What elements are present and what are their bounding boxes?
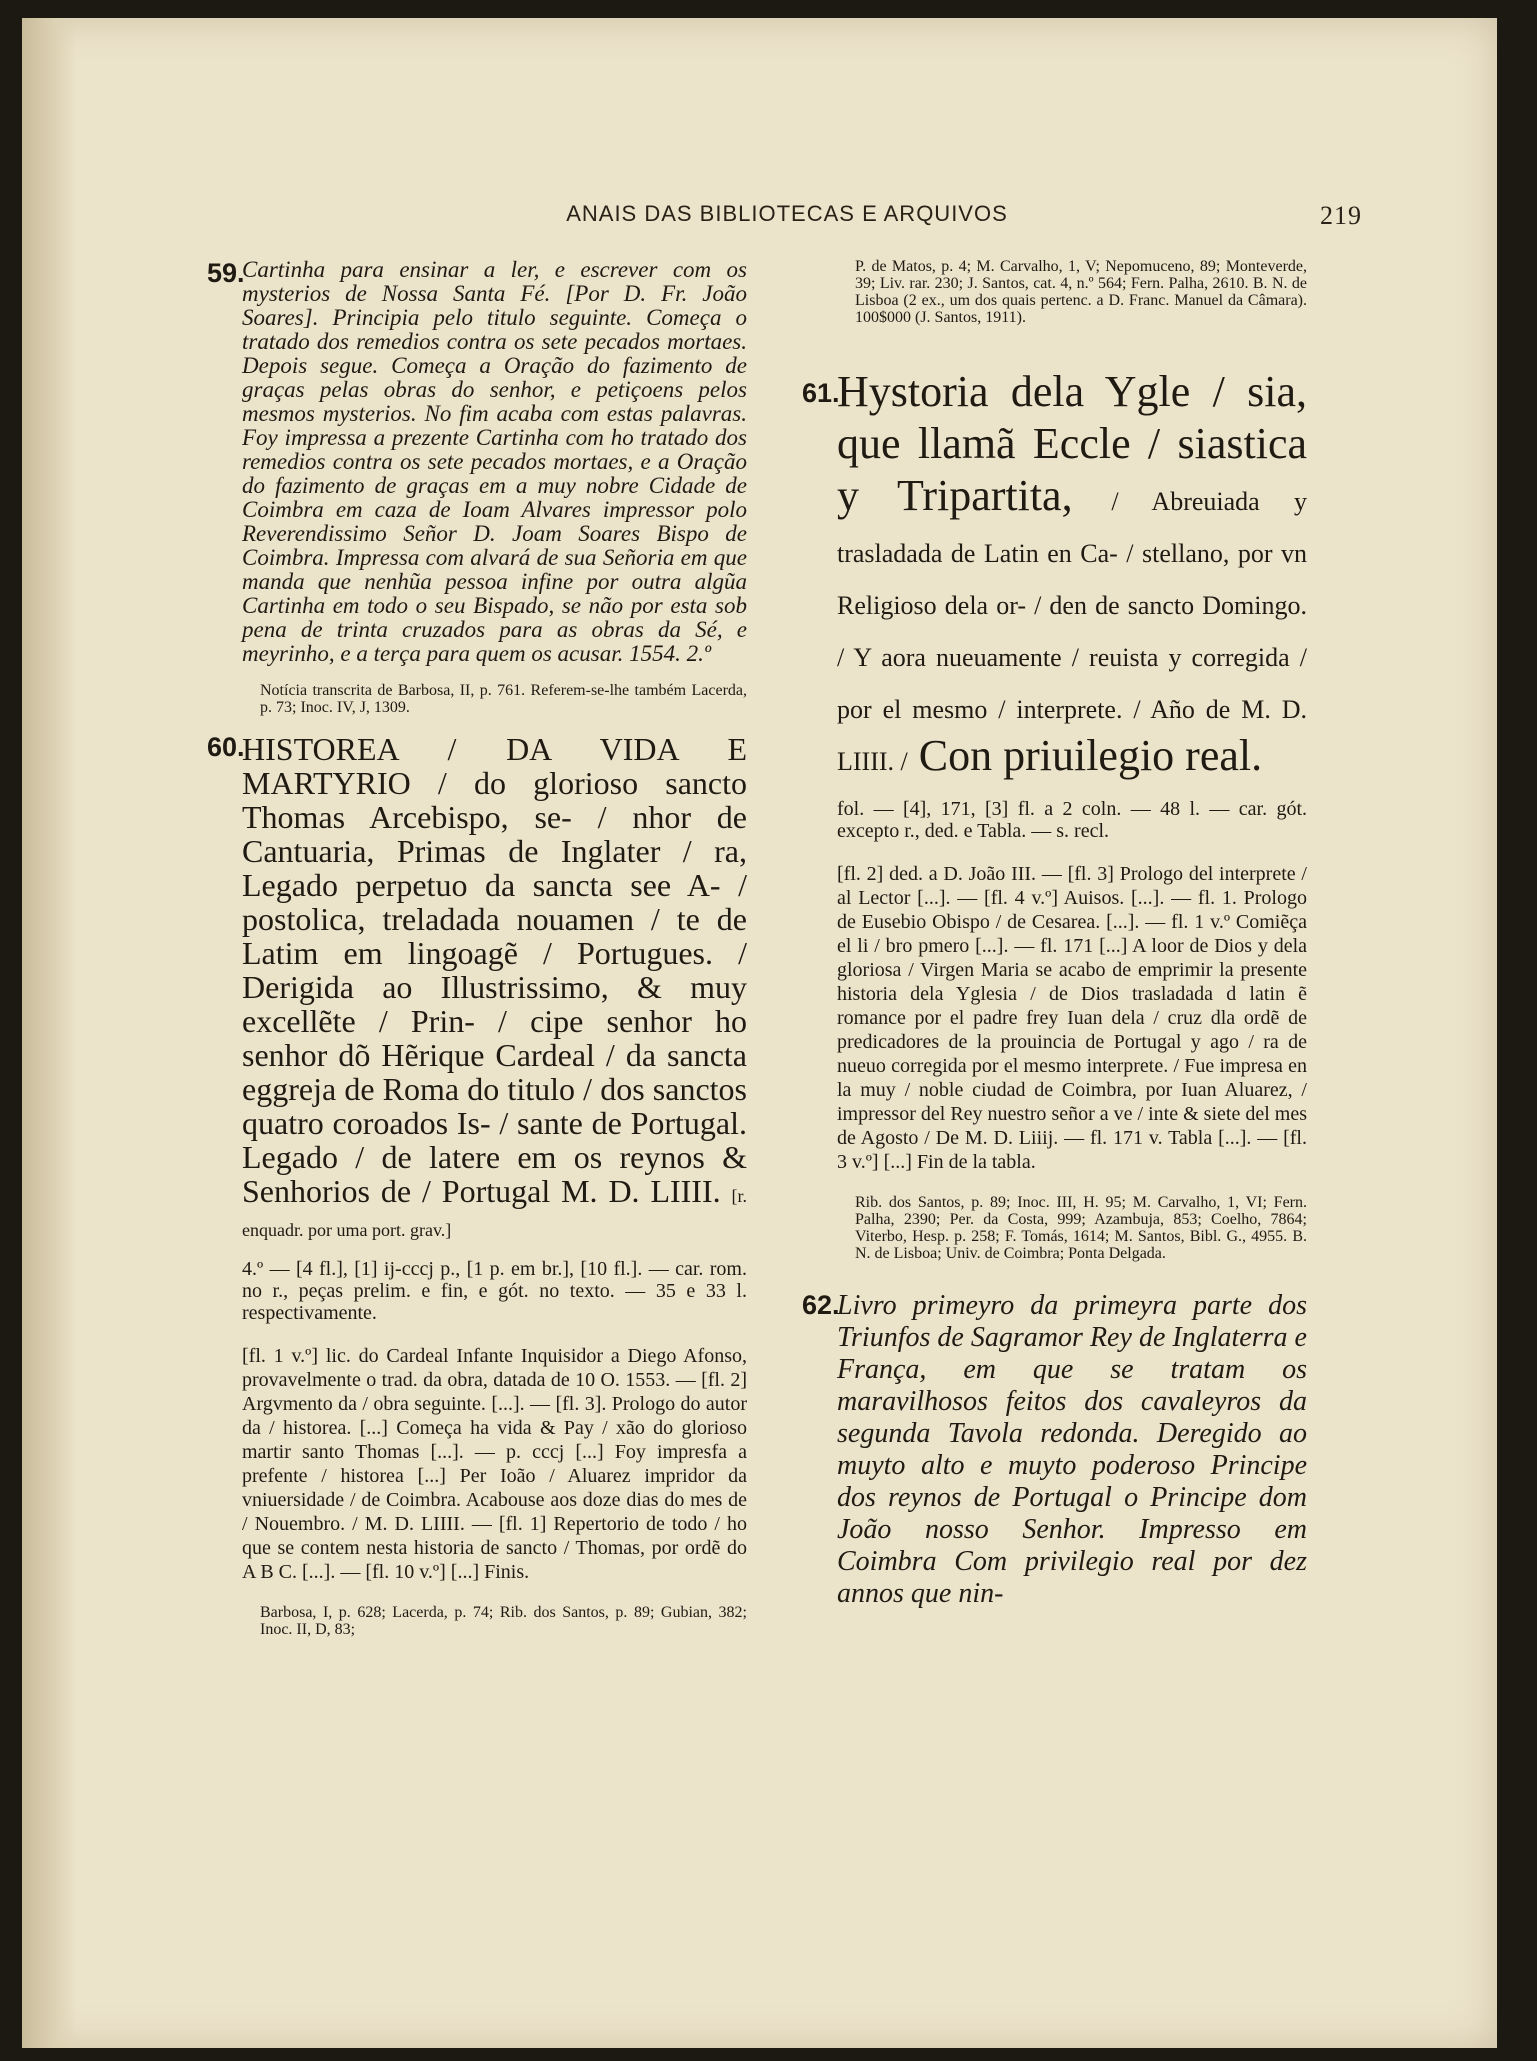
book-page [22, 18, 1497, 2048]
entry-collation: fol. — [4], 171, [3] fl. a 2 coln. — 48 l. — car. gót. excepto r., ded. e Tabla. — s. recl. [837, 798, 1307, 842]
entry-title-text: HISTOREA / DA VIDA E MARTYRIO / do glorioso sancto Thomas Arcebispo, se- / nhor de Cantuaria, Primas de Inglater / ra, Legado perpetuo da sancta see A- / postolica, treladada nouamen / te de Latim em lingoagẽ / Portugues. / Derigida ao Illustrissimo, & muy excellẽte / Prin- / cipe senhor ho senhor dõ Hẽrique Cardeal / da sancta eggreja de Roma do titulo / dos sanctos quatro coroados Is- / sante de Portugal. Legado / de latere em os reynos & Senhorios de / Portugal M. D. LIIII. [242, 731, 747, 1209]
entry-62 [802, 1290, 1307, 1610]
entry-contents: [fl. 1 v.º] lic. do Cardeal Infante Inquisidor a Diego Afonso, provavelmente o trad. da obra, datada de 10 O. 1553. — [fl. 2] Argvmento da / obra seguinte. [...]. — [fl. 3]. Prologo do autor da / historea. [...] Começa ha vida & Pay / xão do glorioso martir santo Thomas [...]. — p. cccj [...] Foy impresfa a prefente / historea [...] Per Ioão / Aluarez impridor da vniuersidade / de Coimbra. Acabouse aos doze dias do mes de / Nouembro. / M. D. LIIII. — [fl. 1] Repertorio de todo / ho que se contem nesta historia de sancto / Thomas, por ordẽ do A B C. [...]. — [fl. 10 v.º] [...] Finis. [242, 1345, 747, 1583]
entry-title-large: Hystoria dela Ygle / sia, que llamã Eccle / siastica y Tripartita, [837, 367, 1307, 520]
running-header [212, 201, 1362, 230]
entry-number: 60. [207, 732, 245, 762]
entry-contents: [fl. 2] ded. a D. João III. — [fl. 3] Prologo del interprete / al Lector [...]. — [fl. 4 v.º] Auisos. [...]. — fl. 1. Prologo de Eusebio Obispo / de Cesarea. [...]. — fl. 1 v.º Comiẽça el li / bro pmero [...]. — fl. 171 [...] A loor de Dios y dela gloriosa / Virgen Maria se acabo de emprimir la presente historia dela Yglesia / de Dios trasladada d latin ẽ romance por el padre frey Iuan dela / cruz dla ordẽ de predicadores de la prouincia de Portugal y ago / ra de nueuo corregida por el mesmo interprete. / Fue impresa en la muy / noble ciudad de Coimbra, por Iuan Aluarez, / impressor del Rey nuestro señor a ve / inte & siete del mes de Agosto / De M. D. Liiij. — fl. 171 v. Tabla [...]. — [fl. 3 v.º] [...] Fin de la tabla. [837, 863, 1307, 1173]
entry-title-rest: / Abreuiada y trasladada de Latin en Ca- / stellano, por vn Religioso dela or- / den de sancto Domingo. / Y aora nueuamente / reuista y corregida / por el mesmo / interprete. / Año de M. D. LIIII. / [837, 487, 1307, 776]
entry-title [242, 732, 747, 1242]
left-column [207, 257, 747, 1654]
entry-title-end: Con priuilegio real. [918, 731, 1263, 780]
entry-number: 61. [802, 378, 840, 408]
right-column [802, 258, 1307, 1626]
entry-notes: Barbosa, I, p. 628; Lacerda, p. 74; Rib. dos Santos, p. 89; Gubian, 382; Inoc. II, D, 83; [260, 1604, 747, 1638]
entry-60 [207, 731, 747, 1242]
running-title: ANAIS DAS BIBLIOTECAS E ARQUIVOS [566, 201, 1008, 226]
entry-notes: Notícia transcrita de Barbosa, II, p. 761. Referem-se-lhe também Lacerda, p. 73; Inoc. IV, J, 1309. [260, 682, 747, 716]
entry-number: 59. [207, 258, 245, 288]
entry-notes-continued: P. de Matos, p. 4; M. Carvalho, 1, V; Nepomuceno, 89; Monteverde, 39; Liv. rar. 230; J. Santos, cat. 4, n.º 564; Fern. Palha, 2610. B. N. de Lisboa (2 ex., um dos quais pertenc. a D. Franc. Manuel da Câmara). 100$000 (J. Santos, 1911). [855, 258, 1307, 326]
entry-title [837, 366, 1307, 782]
entry-notes: Rib. dos Santos, p. 89; Inoc. III, H. 95; M. Carvalho, 1, VI; Fern. Palha, 2390; Per. da Costa, 999; Azambuja, 853; Coelho, 7864; Viterbo, Hesp. p. 258; F. Tomás, 1614; M. Santos, Bibl. G., 4955. B. N. de Lisboa; Univ. de Coimbra; Ponta Delgada. [855, 1194, 1307, 1262]
entry-collation: 4.º — [4 fl.], [1] ij-cccj p., [1 p. em br.], [10 fl.]. — car. rom. no r., peças prelim. e fin, e gót. no texto. — 35 e 33 l. respectivamente. [242, 1258, 747, 1324]
entry-title: Livro primeyro da primeyra parte dos Triunfos de Sagramor Rey de Inglaterra e França, em que se tratam os maravilhosos feitos dos cavaleyros da segunda Tavola redonda. Deregido ao muyto alto e muyto poderoso Principe dos reynos de Portugal o Principe dom João nosso Senhor. Impresso em Coimbra Com privilegio real por dez annos que nin- [837, 1290, 1307, 1609]
entry-number: 62. [802, 1290, 840, 1320]
page-number: 219 [1320, 201, 1362, 230]
page-gutter [22, 18, 77, 2048]
entry-text: Cartinha para ensinar a ler, e escrever com os mysterios de Nossa Santa Fé. [Por D. Fr. João Soares]. Principia pelo titulo seguinte. Começa o tratado dos remedios contra os sete pecados mortaes. Depois segue. Começa a Oração do fazimento de graças pelas obras do senhor, e petiçoens pelos mesmos mysterios. No fim acaba com estas palavras. Foy impressa a prezente Cartinha com ho tratado dos remedios contra os sete pecados mortaes, e a Oração do fazimento de graças em a muy nobre Cidade de Coimbra em caza de Ioam Alvares impressor polo Reverendissimo Señor D. Joam Soares Bispo de Coimbra. Impressa com alvará de sua Señoria em que manda que nenhũa pessoa infine por outra algũa Cartinha em todo o seu Bispado, se não por esta sob pena de trinta cruzados para as obras da Sé, e meyrinho, e a terça para quem os acusar. 1554. 2.º [242, 257, 747, 666]
entry-59 [207, 257, 747, 666]
entry-61 [802, 366, 1307, 782]
title-note: [r. enquadr. por uma port. grav.] [242, 1186, 747, 1240]
